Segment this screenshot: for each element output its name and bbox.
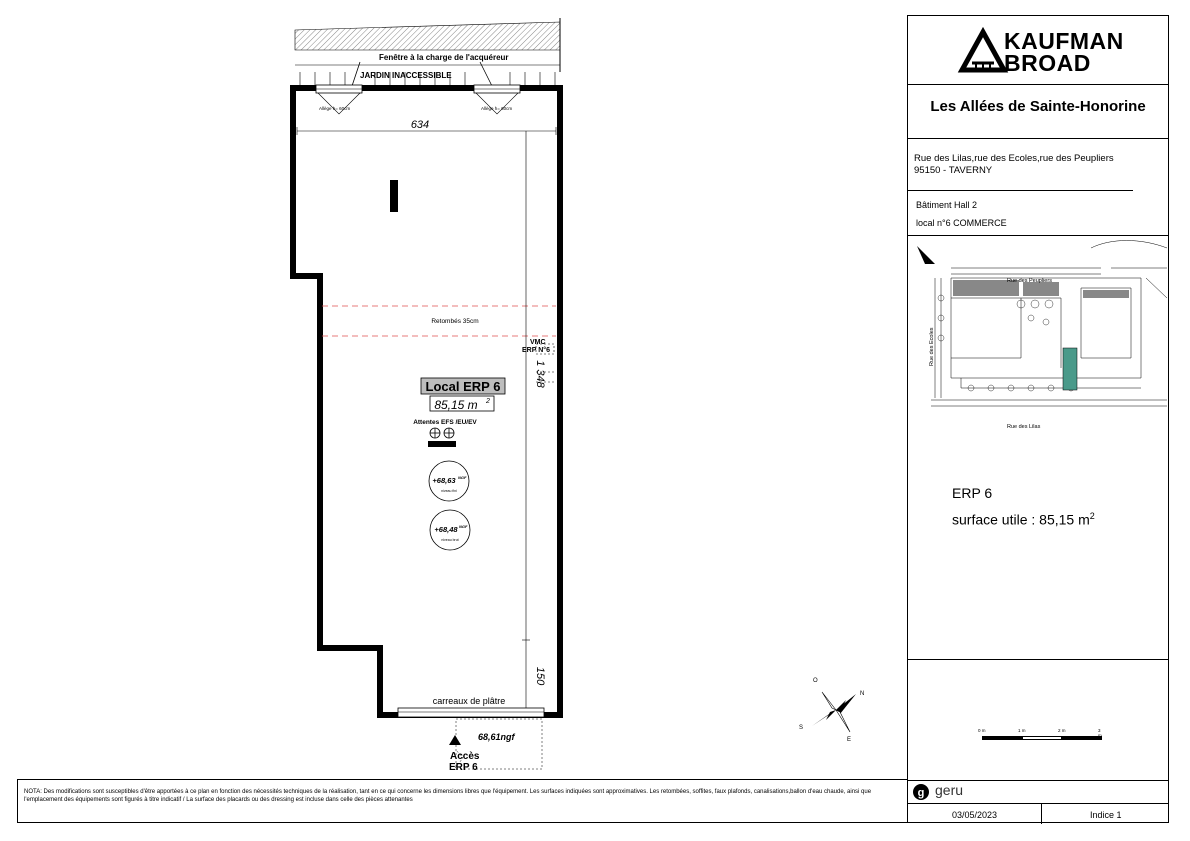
address-line-2: 95150 - TAVERNY	[914, 165, 993, 176]
vmc-label: VMC	[530, 339, 546, 346]
dim-length-label: 1 348	[534, 360, 546, 388]
geru-logo	[907, 781, 1169, 803]
scale-tick-0: 0 m	[978, 728, 986, 733]
scale-tick-2: 2 m	[1058, 728, 1066, 733]
allege-left-label: Allège h= 60cm	[319, 106, 351, 111]
compass-rose	[799, 678, 864, 743]
allege-right-label: Allège h= 60cm	[481, 106, 513, 111]
compass-n: N	[860, 691, 865, 697]
divider	[908, 235, 1168, 236]
local-title: Local ERP 6	[425, 379, 501, 394]
level-marker-1	[429, 461, 469, 501]
carreaux-label: carreaux de plâtre	[432, 696, 506, 706]
level-1-value: +68,63	[432, 476, 456, 485]
divider	[908, 84, 1168, 85]
note-text: NOTA: Des modifications sont susceptibles d'être apportées à ce plan en fonction des nécessités techniques de la réalisation, tant en ce qui concerne les dimensions libres que l'équipement. Les surfaces indiquées sont approximatives. Les retombées, soffites, faux plafonds, canalisations,ballon d'eau chaude, ainsi que l'emplacement des équipements sont figurés à titre indicatif / La surface des placards ou des dressing est incluse dans celle des pièces attenantes	[24, 789, 872, 803]
dim-bottom-label: 150	[534, 666, 546, 686]
outer-wall	[293, 88, 560, 715]
batiment-label: Bâtiment Hall 2	[916, 200, 978, 210]
column-element	[390, 180, 398, 212]
scale-bar	[978, 728, 1102, 744]
compass-e: E	[847, 737, 852, 743]
compass-s: S	[799, 725, 804, 731]
acces-erp-label: ERP 6	[449, 762, 478, 773]
level-1-unit: NGF	[458, 475, 467, 480]
date-label: 03/05/2023	[952, 810, 998, 820]
access-block	[449, 719, 542, 773]
bottom-opening	[398, 696, 544, 717]
site-map	[911, 238, 1167, 430]
width-dimension	[297, 119, 556, 135]
geru-label: geru	[935, 782, 964, 798]
divider	[908, 659, 1168, 660]
divider	[908, 138, 1168, 139]
attentes-block	[413, 419, 477, 447]
local-area-exp: 2	[486, 398, 490, 405]
retombes-label: Retombés 35cm	[431, 318, 479, 325]
indice-label: Indice 1	[1090, 810, 1122, 820]
erp-n6-label: ERP N°6	[522, 347, 550, 354]
surface-label: surface utile : 85,15 $m^2$	[952, 511, 1095, 528]
svg-text:g: g	[917, 787, 925, 799]
fenetre-label: Fenêtre à la charge de l'acquéreur	[379, 53, 509, 62]
exterior-hatch-band	[295, 18, 560, 72]
map-street-bottom: Rue des Lilas	[1007, 424, 1041, 430]
attentes-label: Attentes EFS /EU/EV	[413, 419, 477, 426]
level-marker-2	[430, 510, 470, 550]
local-area: 85,15 m	[434, 398, 478, 412]
compass-o: O	[813, 678, 818, 684]
retombe-band	[322, 306, 556, 336]
length-dimension	[522, 131, 546, 712]
access-level: 68,61ngf	[478, 732, 515, 742]
divider	[908, 803, 1168, 804]
level-2-value: +68,48	[434, 525, 458, 534]
window-left	[316, 85, 362, 114]
local-label: local n°6 COMMERCE	[916, 218, 1007, 228]
logo-triangle-icon	[958, 30, 1008, 74]
jardin-label: JARDIN INACCESSIBLE	[360, 71, 452, 80]
map-street-left: Rue des Ecoles	[929, 327, 935, 366]
scale-tick-3: 3	[1098, 728, 1101, 733]
geru-g-icon	[912, 783, 930, 801]
brand-line-1: KAUFMAN	[1004, 28, 1124, 54]
level-2-note: niveau brut	[441, 538, 459, 542]
local-label-block	[421, 378, 505, 412]
project-name: Les Allées de Sainte-Honorine	[930, 98, 1146, 115]
highlighted-lot	[1063, 348, 1077, 390]
access-triangle	[449, 735, 461, 745]
scale-tick-1: 1 m	[1018, 728, 1026, 733]
address-line-1: Rue des Lilas,rue des Ecoles,rue des Peupliers	[914, 153, 1114, 164]
dim-width-label: 634	[410, 119, 430, 131]
acces-label: Accès	[450, 751, 480, 762]
divider	[908, 190, 1133, 191]
divider	[1041, 803, 1042, 824]
erp-label: ERP 6	[952, 485, 993, 501]
level-1-note: niveau fini	[441, 489, 457, 493]
brand-line-2: BROAD	[1004, 50, 1091, 76]
map-street-top: Rue des Peupliers	[1007, 278, 1052, 284]
title-block	[907, 15, 1169, 823]
level-2-unit: NGF	[459, 524, 468, 529]
window-right	[474, 85, 520, 114]
